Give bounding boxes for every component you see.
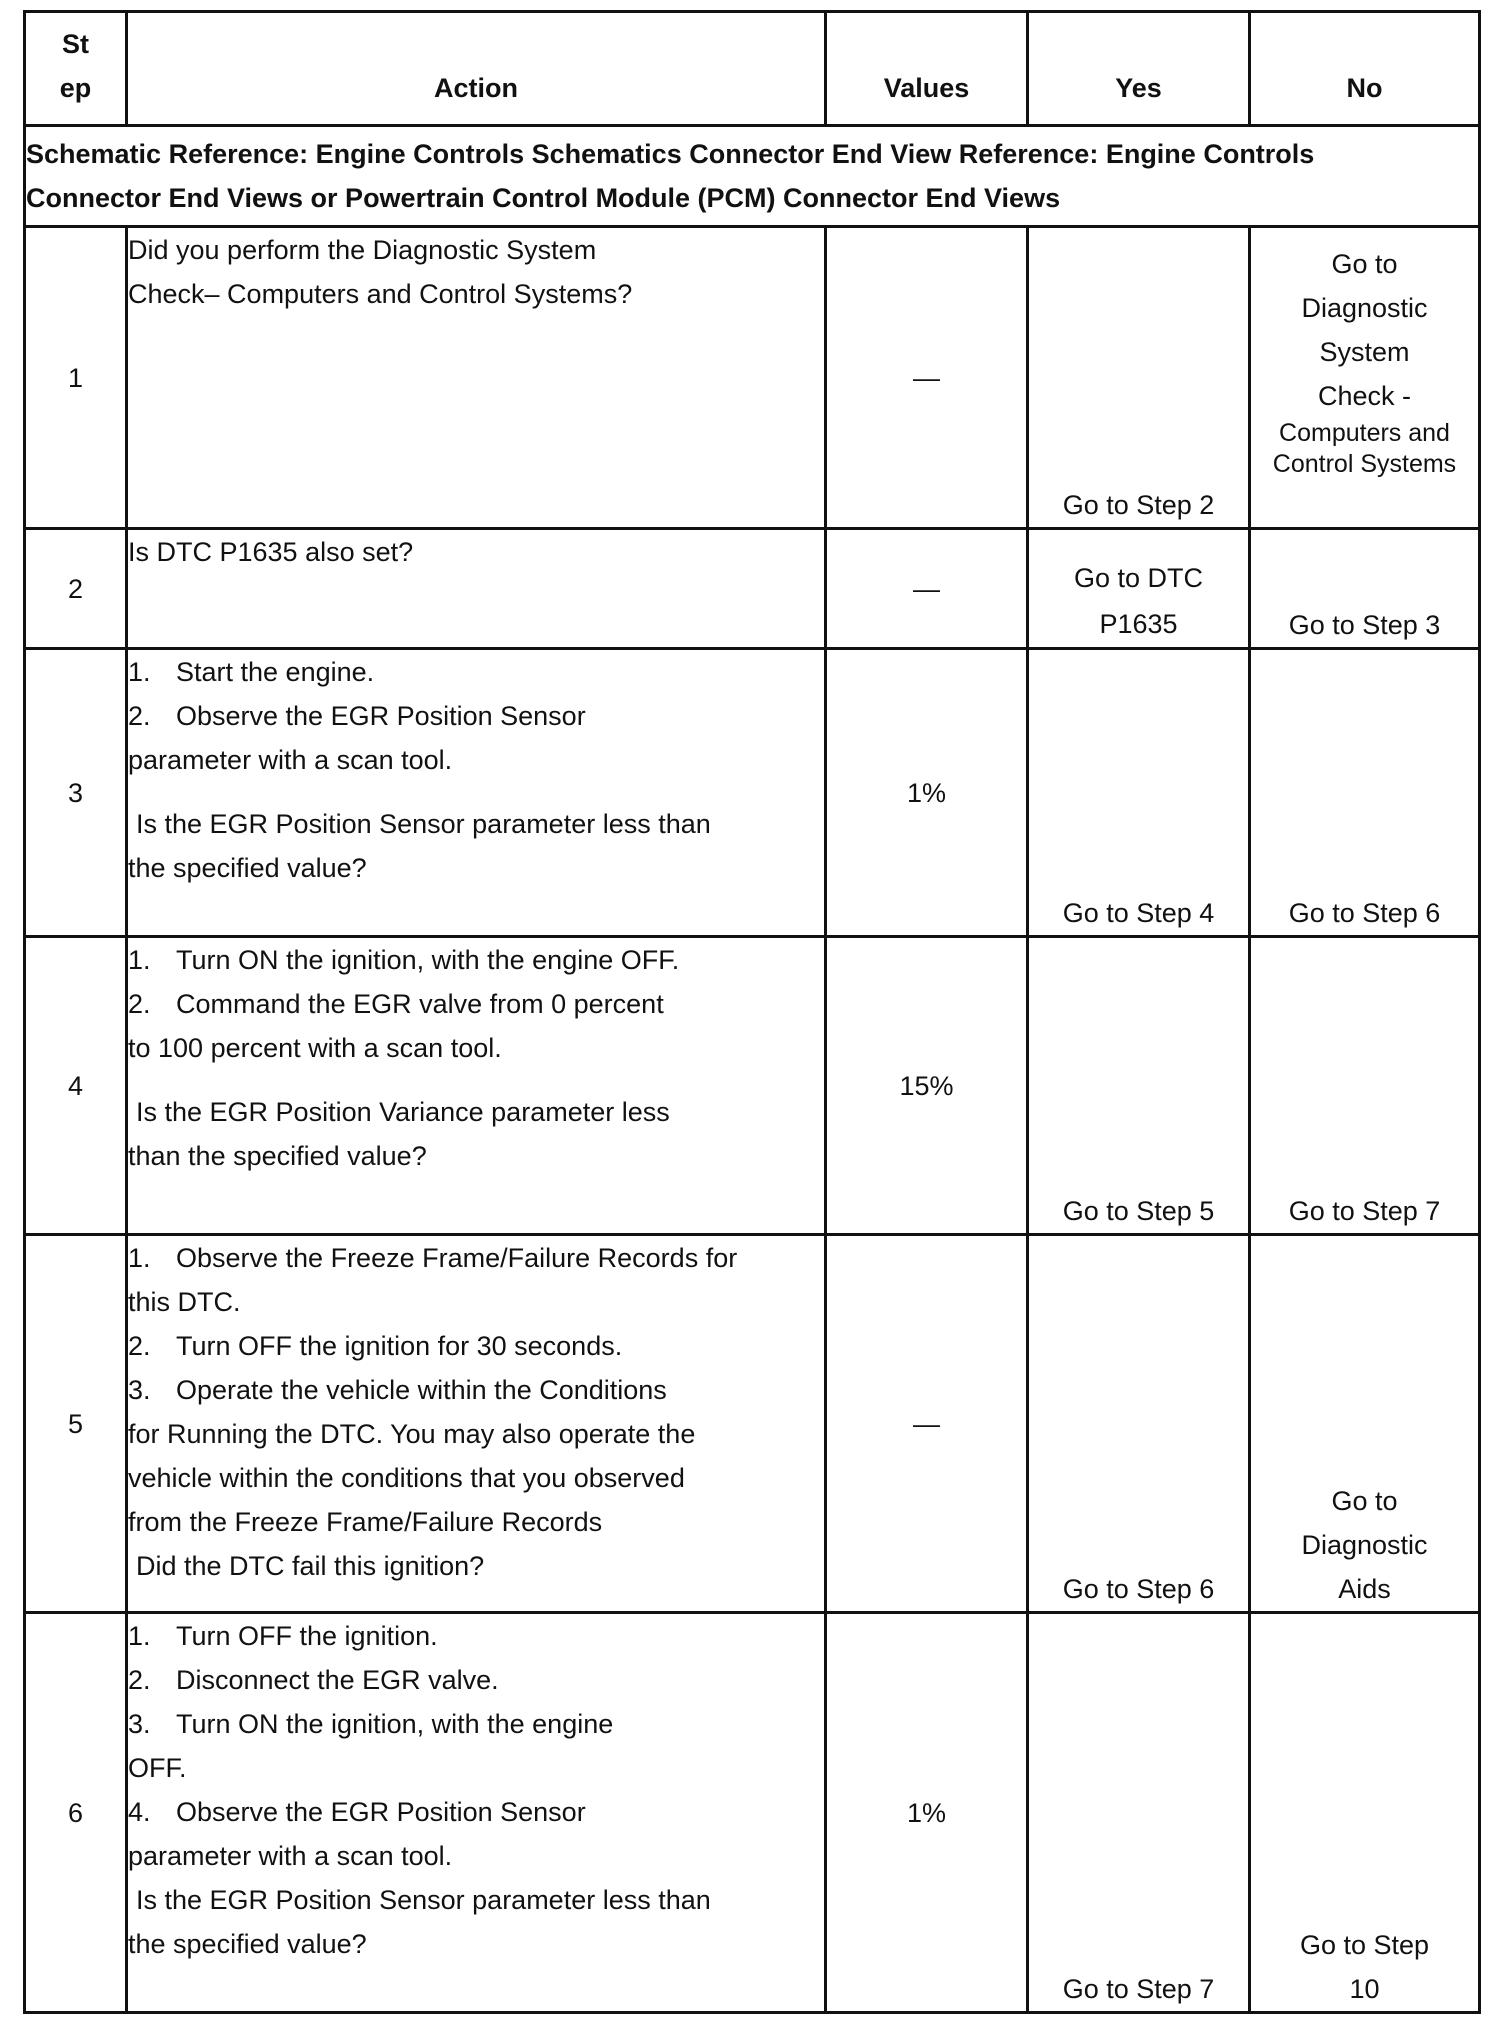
no-line: Go to: [1331, 249, 1398, 279]
reference-line-1: Schematic Reference: Engine Controls Schematics Connector End View Reference: Engine Controls: [26, 139, 1315, 169]
action-question: Did the DTC fail this ignition?: [136, 1551, 485, 1581]
no-line: Diagnostic: [1301, 1530, 1428, 1560]
yes-cell: [1028, 529, 1250, 649]
no-line: Check -: [1317, 381, 1412, 411]
action-line: parameter with a scan tool.: [128, 1841, 453, 1871]
action-line: parameter with a scan tool.: [128, 745, 453, 775]
action-question: the specified value?: [128, 853, 367, 883]
action-item: 4. Observe the EGR Position Sensor: [128, 1797, 586, 1827]
action-cell: [127, 937, 826, 1235]
action-cell: [127, 1613, 826, 2013]
no-line: 10: [1349, 1974, 1380, 2004]
action-item: 2. Command the EGR valve from 0 percent: [128, 989, 664, 1019]
step-number: 5: [25, 1235, 127, 1613]
values-header: Values: [826, 12, 1028, 126]
no-cell: [1250, 1613, 1480, 2013]
yes-cell: Go to Step 7: [1028, 1613, 1250, 2013]
yes-line: P1635: [1099, 609, 1178, 639]
no-line: Aids: [1338, 1574, 1391, 1604]
action-question: Is the EGR Position Variance parameter less: [136, 1097, 670, 1127]
no-line: Go to: [1331, 1486, 1398, 1516]
action-line: vehicle within the conditions that you observed: [128, 1463, 685, 1493]
step-row-6: [25, 1613, 1480, 2013]
value-cell: 1%: [826, 649, 1028, 937]
step-number: 3: [25, 649, 127, 937]
step-row-5: [25, 1235, 1480, 1613]
action-cell: [127, 529, 826, 649]
step-row-2: [25, 529, 1480, 649]
yes-cell: Go to Step 2: [1028, 227, 1250, 529]
step-row-3: [25, 649, 1480, 937]
value-cell: —: [826, 227, 1028, 529]
action-line: Check– Computers and Control Systems?: [128, 279, 633, 309]
no-cell: Go to Step 6: [1250, 649, 1480, 937]
action-line: Is DTC P1635 also set?: [128, 537, 414, 567]
no-line: Control Systems: [1272, 450, 1457, 478]
yes-cell: Go to Step 5: [1028, 937, 1250, 1235]
action-line: to 100 percent with a scan tool.: [128, 1033, 502, 1063]
action-item: 1. Observe the Freeze Frame/Failure Records for: [128, 1243, 738, 1273]
no-line: Computers and: [1279, 419, 1450, 447]
action-item: 3. Turn ON the ignition, with the engine: [128, 1709, 614, 1739]
reference-row: [25, 126, 1480, 227]
action-question: Is the EGR Position Sensor parameter less than: [136, 809, 711, 839]
yes-cell: Go to Step 4: [1028, 649, 1250, 937]
action-cell: [127, 1235, 826, 1613]
value-cell: 1%: [826, 1613, 1028, 2013]
no-cell: [1250, 227, 1480, 529]
step-number: 1: [25, 227, 127, 529]
value-cell: —: [826, 1235, 1028, 1613]
no-header: No: [1250, 12, 1480, 126]
value-cell: —: [826, 529, 1028, 649]
action-line: OFF.: [128, 1753, 187, 1783]
no-cell: Go to Step 7: [1250, 937, 1480, 1235]
action-line: Did you perform the Diagnostic System: [128, 235, 597, 265]
schematic-reference: [25, 126, 1480, 227]
step-number: 4: [25, 937, 127, 1235]
reference-line-2: Connector End Views or Powertrain Control Module (PCM) Connector End Views: [26, 183, 1061, 213]
action-item: 2. Observe the EGR Position Sensor: [128, 701, 586, 731]
value-cell: 15%: [826, 937, 1028, 1235]
action-header: Action: [127, 12, 826, 126]
no-line: System: [1319, 337, 1410, 367]
step-row-4: [25, 937, 1480, 1235]
action-line: this DTC.: [128, 1287, 241, 1317]
yes-cell: Go to Step 6: [1028, 1235, 1250, 1613]
no-cell: [1250, 1235, 1480, 1613]
action-item: 1. Turn OFF the ignition.: [128, 1621, 438, 1651]
header-row: [25, 12, 1480, 126]
step-header-line-2: ep: [59, 73, 92, 103]
action-item: 1. Start the engine.: [128, 657, 375, 687]
action-item: 2. Turn OFF the ignition for 30 seconds.: [128, 1331, 623, 1361]
action-item: 2. Disconnect the EGR valve.: [128, 1665, 499, 1695]
action-cell: [127, 649, 826, 937]
action-item: 3. Operate the vehicle within the Conditions: [128, 1375, 667, 1405]
no-line: Go to Step: [1299, 1930, 1430, 1960]
step-row-1: [25, 227, 1480, 529]
diagnostic-table: [23, 10, 1481, 2014]
yes-line: Go to DTC: [1073, 563, 1204, 593]
no-line: Diagnostic: [1301, 293, 1428, 323]
action-question: the specified value?: [128, 1929, 367, 1959]
action-line: from the Freeze Frame/Failure Records: [128, 1507, 603, 1537]
step-header: [25, 12, 127, 126]
no-cell: Go to Step 3: [1250, 529, 1480, 649]
action-question: than the specified value?: [128, 1141, 427, 1171]
yes-header: Yes: [1028, 12, 1250, 126]
action-line: for Running the DTC. You may also operate the: [128, 1419, 696, 1449]
action-question: Is the EGR Position Sensor parameter less than: [136, 1885, 711, 1915]
action-item: 1. Turn ON the ignition, with the engine OFF.: [128, 945, 680, 975]
step-number: 2: [25, 529, 127, 649]
step-header-line-1: St: [62, 29, 89, 59]
step-number: 6: [25, 1613, 127, 2013]
action-cell: [127, 227, 826, 529]
